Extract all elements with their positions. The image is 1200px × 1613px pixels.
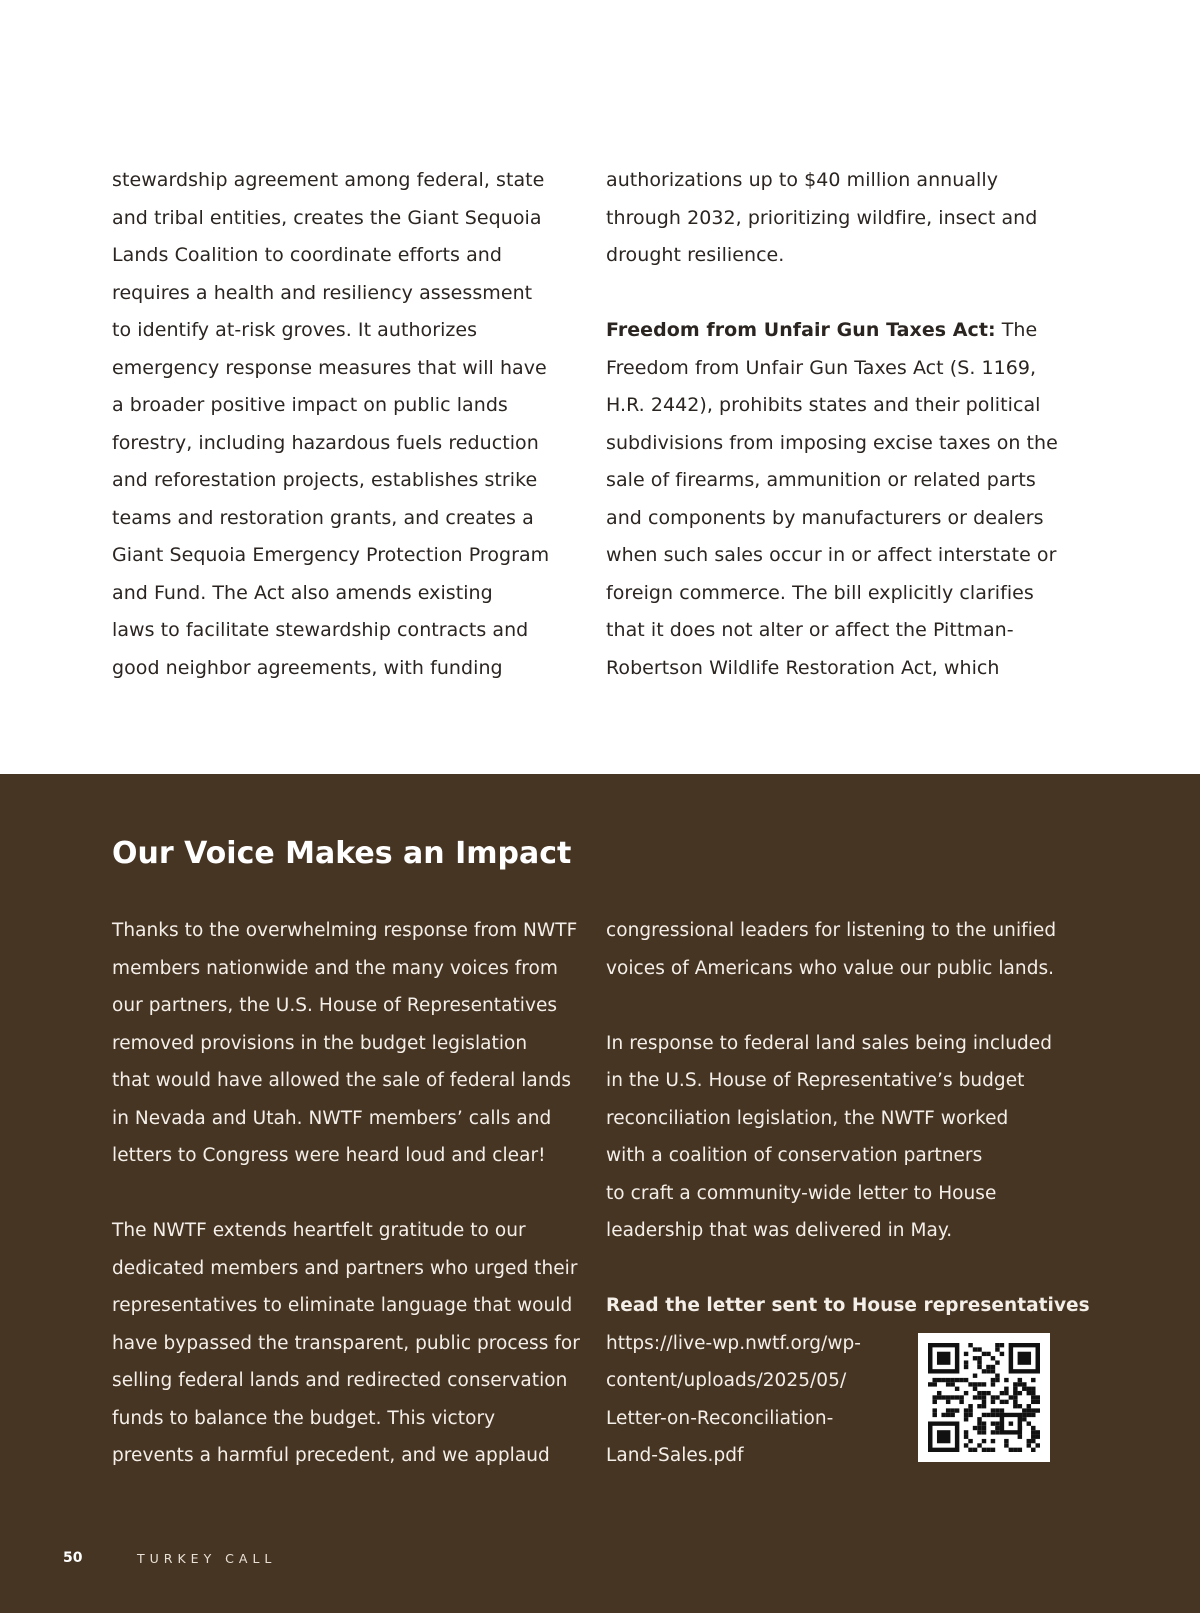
letter-url-line[interactable]: content/uploads/2025/05/ [606, 1370, 847, 1391]
act-title-rest: The [995, 319, 1038, 341]
qr-code-icon [928, 1343, 1040, 1452]
text-line: to identify at-risk groves. It authorizes [112, 319, 478, 341]
text-line: stewardship agreement among federal, state [112, 169, 545, 191]
letter-link-title: Read the letter sent to House representatives [606, 1295, 1090, 1316]
top-left-column [112, 162, 562, 687]
text-line: members nationwide and the many voices from [112, 957, 558, 979]
act-heading-line [606, 312, 1056, 350]
text-line: and tribal entities, creates the Giant Sequoia [112, 206, 542, 229]
text-line: when such sales occur in or affect interstate or [606, 544, 1057, 566]
text-line: in Nevada and Utah. NWTF members’ calls and [112, 1107, 552, 1129]
page-number: 50 [63, 1550, 83, 1566]
text-line: congressional leaders for listening to the unified [606, 920, 1057, 941]
paragraph-gap [606, 987, 1066, 1025]
text-line: drought resilience. [606, 244, 785, 266]
text-line: selling federal lands and redirected conservation [112, 1370, 568, 1391]
text-line: voices of Americans who value our public lands. [606, 957, 1055, 979]
text-line: subdivisions from imposing excise taxes on the [606, 431, 1058, 454]
text-line: our partners, the U.S. House of Representatives [112, 995, 558, 1016]
text-line: prevents a harmful precedent, and we applaud [112, 1445, 550, 1466]
text-line: Thanks to the overwhelming response from NWTF [112, 920, 578, 941]
text-line: Freedom from Unfair Gun Taxes Act (S. 1169, [606, 356, 1037, 379]
text-line: representatives to eliminate language that would [112, 1295, 573, 1316]
text-line: in the U.S. House of Representative’s budget [606, 1070, 1025, 1091]
impact-section [0, 774, 1200, 1613]
paragraph-gap [606, 1250, 1066, 1288]
text-line: have bypassed the transparent, public process for [112, 1332, 580, 1354]
text-line: leadership that was delivered in May. [606, 1220, 953, 1241]
top-right-column [606, 162, 1056, 687]
text-line: teams and restoration grants, and creates a [112, 506, 534, 529]
text-line: funds to balance the budget. This victory [112, 1407, 496, 1429]
text-line: emergency response measures that will have [112, 356, 547, 379]
text-line: requires a health and resiliency assessment [112, 281, 533, 304]
text-line: foreign commerce. The bill explicitly clarifies [606, 581, 1034, 604]
text-line: The NWTF extends heartfelt gratitude to our [112, 1220, 526, 1241]
text-line: good neighbor agreements, with funding [112, 656, 503, 679]
text-line: through 2032, prioritizing wildfire, insect and [606, 206, 1038, 229]
text-line: forestry, including hazardous fuels reduction [112, 431, 539, 454]
text-line: and components by manufacturers or dealers [606, 506, 1044, 529]
text-line: Robertson Wildlife Restoration Act, which [606, 656, 1000, 679]
section-heading: Our Voice Makes an Impact [112, 836, 572, 871]
text-line: removed provisions in the budget legislation [112, 1032, 528, 1054]
text-line: that it does not alter or affect the Pittman- [606, 619, 1014, 641]
qr-code[interactable] [918, 1333, 1050, 1462]
text-line: a broader positive impact on public lands [112, 394, 508, 416]
text-line: laws to facilitate stewardship contracts and [112, 619, 529, 641]
text-line: reconciliation legislation, the NWTF worked [606, 1107, 1009, 1129]
text-line: that would have allowed the sale of federal lands [112, 1070, 572, 1091]
magazine-name: TURKEY CALL [137, 1551, 277, 1566]
text-line: authorizations up to $40 million annually [606, 169, 998, 191]
text-line: sale of firearms, ammunition or related parts [606, 469, 1036, 491]
text-line: and Fund. The Act also amends existing [112, 581, 493, 604]
text-line: dedicated members and partners who urged their [112, 1257, 578, 1279]
text-line: Giant Sequoia Emergency Protection Program [112, 544, 550, 566]
text-line: and reforestation projects, establishes strike [112, 469, 538, 491]
text-line: In response to federal land sales being included [606, 1032, 1053, 1054]
text-line: to craft a community-wide letter to House [606, 1182, 997, 1204]
paragraph-gap [606, 275, 1056, 313]
letter-url-line[interactable]: Land-Sales.pdf [606, 1445, 744, 1466]
text-line: with a coalition of conservation partners [606, 1145, 983, 1166]
act-title: Freedom from Unfair Gun Taxes Act: [606, 319, 996, 341]
letter-url-line[interactable]: https://live-wp.nwtf.org/wp- [606, 1332, 862, 1354]
text-line: Lands Coalition to coordinate efforts and [112, 244, 502, 266]
text-line: H.R. 2442), prohibits states and their political [606, 394, 1041, 416]
top-article-section [0, 0, 1200, 774]
impact-left-column [112, 912, 580, 1475]
text-line: letters to Congress were heard loud and clear! [112, 1145, 546, 1166]
letter-url-line[interactable]: Letter-on-Reconciliation- [606, 1407, 834, 1429]
paragraph-gap [112, 1175, 572, 1213]
